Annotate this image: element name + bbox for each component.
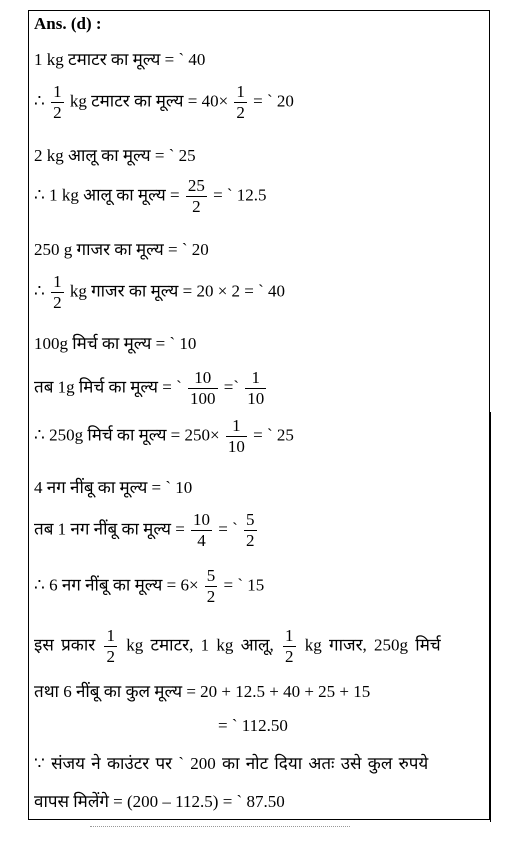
line-summary: इस प्रकार $\frac{1}{2}$ kg टमाटर, 1 kg आलू, $\frac{1}{2}$ kg गाजर, 250g मिर्च: [34, 626, 441, 666]
line-potato-price: 2 kg आलू का मूल्य = ` 25: [34, 146, 196, 165]
therefore-symbol: ∴: [34, 91, 45, 111]
line-total-sum: तथा 6 नींबू का कुल मूल्य = 20 + 12.5 + 40 + 25 + 15: [34, 682, 371, 701]
fraction: $\frac{1}{10}$: [227, 416, 245, 456]
fraction: $\frac{1}{2}$: [53, 272, 62, 312]
line-carrot-price: 250 g गाजर का मूल्य = ` 20: [34, 240, 209, 259]
line-chilli-price: 100g मिर्च का मूल्य = ` 10: [34, 334, 197, 353]
line-tomato-price: 1 kg टमाटर का मूल्य = ` 40: [34, 50, 206, 69]
cropped-text-remnant: [90, 826, 350, 833]
line-250g-chilli: ∴ 250g मिर्च का मूल्य = 250× $\frac{1}{10}$ = ` 25: [34, 416, 294, 456]
fraction: $\frac{1}{2}$: [285, 626, 294, 666]
line-1g-chilli: तब 1g मिर्च का मूल्य = ` $\frac{10}{100}$ =` $\frac{1}{10}$: [34, 368, 265, 408]
answer-label: Ans. (d) :: [34, 14, 102, 33]
line-half-kg-tomato: ∴ $\frac{1}{2}$ kg टमाटर का मूल्य = 40× $\frac{1}{2}$ = ` 20: [34, 82, 294, 122]
line-1kg-potato: ∴ 1 kg आलू का मूल्य = $\frac{25}{2}$ = ` 12.5: [34, 176, 267, 216]
line-1-lemon: तब 1 नग नींबू का मूल्य = $\frac{10}{4}$ = ` $\frac{5}{2}$: [34, 510, 255, 550]
line-lemon-price: 4 नग नींबू का मूल्य = ` 10: [34, 478, 193, 497]
fraction: $\frac{5}{2}$: [206, 566, 216, 606]
line-half-kg-carrot: ∴ $\frac{1}{2}$ kg गाजर का मूल्य = 20 × 2 = ` 40: [34, 272, 286, 312]
fraction: $\frac{1}{2}$: [106, 626, 115, 666]
line-6-lemon: ∴ 6 नग नींबू का मूल्य = 6× $\frac{5}{2}$ = ` 15: [34, 566, 265, 606]
line-change-returned: वापस मिलेंगे = (200 – 112.5) = ` 87.50: [34, 792, 285, 811]
fraction: $\frac{25}{2}$: [187, 176, 205, 216]
fraction: $\frac{10}{100}$: [190, 368, 216, 408]
fraction: $\frac{1}{2}$: [236, 82, 245, 122]
fraction: $\frac{10}{4}$: [193, 510, 211, 550]
fraction: $\frac{1}{2}$: [53, 82, 62, 122]
line-total-value: = ` 112.50: [218, 716, 288, 735]
fraction: $\frac{5}{2}$: [246, 510, 255, 550]
fraction: $\frac{1}{10}$: [247, 368, 265, 408]
box-border-segment: [490, 412, 491, 822]
line-sanjay-note: ∵ संजय ने काउंटर पर ` 200 का नोट दिया अतः उसे कुल रुपये: [34, 754, 429, 773]
